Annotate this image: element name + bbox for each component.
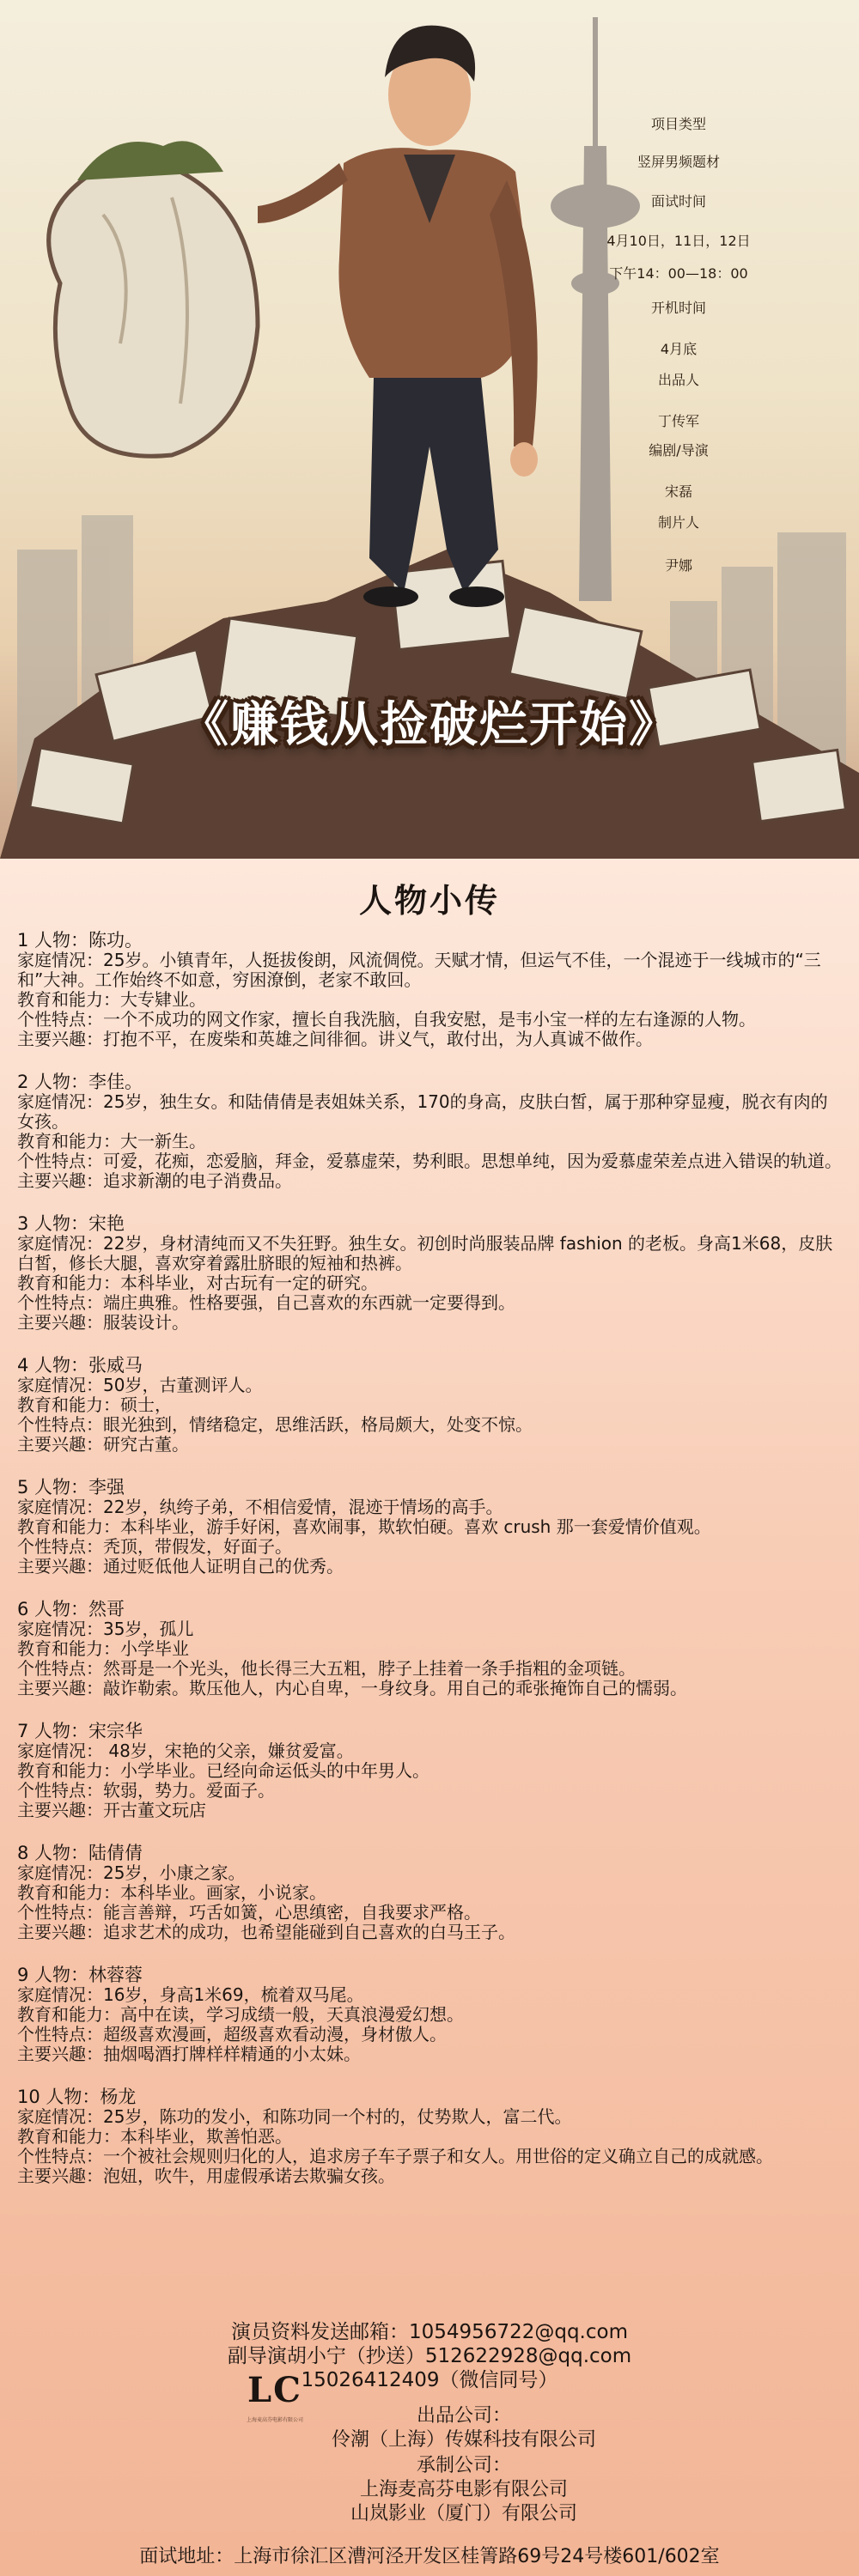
- start-time-value: 4月底: [660, 341, 698, 357]
- writer-director-label: 编剧/导演: [649, 442, 709, 459]
- character-detail: 个性特点：能言善辩，巧舌如簧，心思缜密，自我要求严格。: [17, 1902, 481, 1923]
- character-detail: 家庭情况：35岁，孤儿: [17, 1619, 194, 1639]
- poster-illustration: [0, 0, 859, 859]
- deputy-director-line: 副导演胡小宁（抄送）512622928@qq.com: [227, 2345, 632, 2367]
- audition-dates: 4月10日，11日，12日: [606, 233, 751, 249]
- line-producer-value: 尹娜: [664, 557, 692, 574]
- character-list: [17, 931, 842, 2209]
- character-detail: 主要兴趣：抽烟喝酒打牌样样精通的小太妹。: [17, 2044, 361, 2064]
- audition-hours: 下午14：00—18：00: [609, 265, 748, 282]
- character-detail: 主要兴趣：打抱不平，在废柴和英雄之间徘徊。讲义气，敢付出，为人真诚不做作。: [17, 1029, 653, 1049]
- character-detail: 家庭情况：25岁，独生女。和陆倩倩是表姐妹关系，170的身高，皮肤白皙，属于那种穿显瘦，脱衣有肉的女孩。: [17, 1091, 828, 1132]
- character-detail: 教育和能力：大一新生。: [17, 1131, 206, 1151]
- character-heading: 5 人物：李强: [17, 1477, 125, 1498]
- character-detail: 个性特点：眼光独到，情绪稳定，思维活跃，格局颇大，处变不惊。: [17, 1414, 533, 1435]
- character-detail: 个性特点：秃顶，带假发，好面子。: [17, 1536, 292, 1557]
- production-company-2: 山岚影业（厦门）有限公司: [350, 2503, 577, 2524]
- character-detail: 个性特点：一个被社会规则归化的人，追求房子车子票子和女人。用世俗的定义确立自己的成就感。: [17, 2146, 773, 2166]
- section-title: 人物小传: [358, 882, 500, 920]
- character-detail: 主要兴趣：通过贬低他人证明自己的优秀。: [17, 1556, 344, 1577]
- project-type-label: 项目类型: [650, 116, 706, 132]
- character-detail: 主要兴趣：敲诈勒索。欺压他人，内心自卑，一身纹身。用自己的乖张掩饰自己的懦弱。: [17, 1678, 687, 1698]
- character-entry: [17, 1478, 842, 1577]
- character-heading: 2 人物：李佳。: [17, 1072, 143, 1092]
- character-detail: 主要兴趣：开古董文玩店: [17, 1800, 206, 1820]
- character-detail: 教育和能力：大专肄业。: [17, 989, 206, 1010]
- character-detail: 家庭情况：25岁，小康之家。: [17, 1862, 246, 1883]
- start-time-label: 开机时间: [650, 300, 706, 316]
- logo-mark: LC: [247, 2370, 302, 2410]
- producer-company-label: 出品公司：: [416, 2405, 511, 2427]
- producer-label: 出品人: [657, 372, 699, 388]
- character-detail: 家庭情况：25岁。小镇青年，人挺拔俊朗，风流倜傥。天赋才情，但运气不佳，一个混迹于一线城市的“三和”大神。工作始终不如意，穷困潦倒，老家不敢回。: [17, 950, 821, 990]
- logo-small-text: 上海麦高芬电影有限公司: [246, 2417, 303, 2423]
- production-company-label: 承制公司：: [416, 2455, 511, 2476]
- character-entry: [17, 1072, 842, 1191]
- writer-director-value: 宋磊: [664, 483, 692, 500]
- project-type-value: 竖屏男频题材: [637, 154, 720, 170]
- character-detail: 教育和能力：本科毕业，游手好闲，喜欢闹事，欺软怕硬。喜欢 crush 那一套爱情价值观。: [17, 1516, 711, 1537]
- email-line: 演员资料发送邮箱：1054956722@qq.com: [231, 2321, 628, 2343]
- audition-address: 面试地址：上海市徐汇区漕河泾开发区桂箐路69号24号楼601/602室: [139, 2546, 720, 2567]
- producer-value: 丁传军: [657, 413, 699, 429]
- character-detail: 教育和能力：本科毕业，对古玩有一定的研究。: [17, 1273, 378, 1293]
- character-entry: [17, 1722, 842, 1820]
- character-entry: [17, 1965, 842, 2064]
- character-heading: 10 人物：杨龙: [17, 2087, 137, 2107]
- character-heading: 6 人物：然哥: [17, 1599, 125, 1619]
- character-entry: [17, 1214, 842, 1333]
- producer-company: 伶潮（上海）传媒科技有限公司: [331, 2429, 596, 2451]
- character-detail: 主要兴趣：服装设计。: [17, 1312, 189, 1333]
- character-detail: 家庭情况：22岁，纨绔子弟，不相信爱情，混迹于情场的高手。: [17, 1497, 503, 1517]
- character-entry: [17, 2087, 842, 2186]
- character-detail: 家庭情况：22岁，身材清纯而又不失狂野。独生女。初创时尚服装品牌 fashion 的老板。身高1米68，皮肤白皙，修长大腿，喜欢穿着露肚脐眼的短袖和热裤。: [17, 1233, 833, 1273]
- character-detail: 家庭情况：50岁，古董测评人。: [17, 1375, 263, 1395]
- line-producer-label: 制片人: [657, 514, 699, 531]
- character-detail: 主要兴趣：追求新潮的电子消费品。: [17, 1170, 292, 1191]
- character-detail: 家庭情况：16岁，身高1米69，梳着双马尾。: [17, 1984, 364, 2005]
- character-entry: [17, 931, 842, 1049]
- character-detail: 个性特点：可爱，花痴，恋爱脑，拜金，爱慕虚荣，势利眼。思想单纯，因为爱慕虚荣差点进入错误的轨道。: [17, 1151, 842, 1171]
- character-detail: 个性特点：端庄典雅。性格要强，自己喜欢的东西就一定要得到。: [17, 1292, 515, 1313]
- audition-time-label: 面试时间: [650, 193, 706, 210]
- character-detail: 主要兴趣：追求艺术的成功，也希望能碰到自己喜欢的白马王子。: [17, 1922, 515, 1942]
- production-company-1: 上海麦高芬电影有限公司: [359, 2479, 568, 2500]
- character-detail: 教育和能力：高中在读，学习成绩一般，天真浪漫爱幻想。: [17, 2004, 464, 2025]
- character-detail: 主要兴趣：研究古董。: [17, 1434, 189, 1455]
- character-entry: [17, 1356, 842, 1455]
- character-detail: 个性特点：然哥是一个光头，他长得三大五粗，脖子上挂着一条手指粗的金项链。: [17, 1658, 636, 1679]
- character-detail: 教育和能力：本科毕业。画家，小说家。: [17, 1882, 326, 1903]
- character-heading: 4 人物：张威马: [17, 1355, 143, 1376]
- character-detail: 个性特点：软弱，势力。爱面子。: [17, 1780, 275, 1801]
- character-detail: 教育和能力：小学毕业。已经向命运低头的中年男人。: [17, 1760, 430, 1781]
- character-detail: 主要兴趣：泡妞，吹牛，用虚假承诺去欺骗女孩。: [17, 2166, 395, 2186]
- character-heading: 7 人物：宋宗华: [17, 1721, 143, 1741]
- character-detail: 家庭情况： 48岁，宋艳的父亲，嫌贫爱富。: [17, 1741, 354, 1761]
- movie-title: 《赚钱从捡破烂开始》: [180, 696, 679, 753]
- character-detail: 教育和能力：硕士，: [17, 1394, 172, 1415]
- character-bios-section: [0, 859, 859, 2576]
- character-heading: 3 人物：宋艳: [17, 1213, 125, 1234]
- character-entry: [17, 1844, 842, 1942]
- character-detail: 教育和能力：本科毕业，欺善怕恶。: [17, 2126, 292, 2147]
- character-detail: 家庭情况：25岁，陈功的发小，和陈功同一个村的，仗势欺人，富二代。: [17, 2106, 572, 2127]
- character-heading: 1 人物：陈功。: [17, 930, 143, 951]
- character-heading: 8 人物：陆倩倩: [17, 1843, 143, 1863]
- character-detail: 个性特点：一个不成功的网文作家，擅长自我洗脑，自我安慰，是韦小宝一样的左右逢源的人物。: [17, 1009, 756, 1030]
- character-entry: [17, 1600, 842, 1698]
- character-detail: 教育和能力：小学毕业: [17, 1638, 189, 1659]
- character-detail: 个性特点：超级喜欢漫画，超级喜欢看动漫，身材傲人。: [17, 2024, 447, 2044]
- phone-line: 15026412409（微信同号）: [301, 2369, 558, 2391]
- character-heading: 9 人物：林蓉蓉: [17, 1965, 143, 1985]
